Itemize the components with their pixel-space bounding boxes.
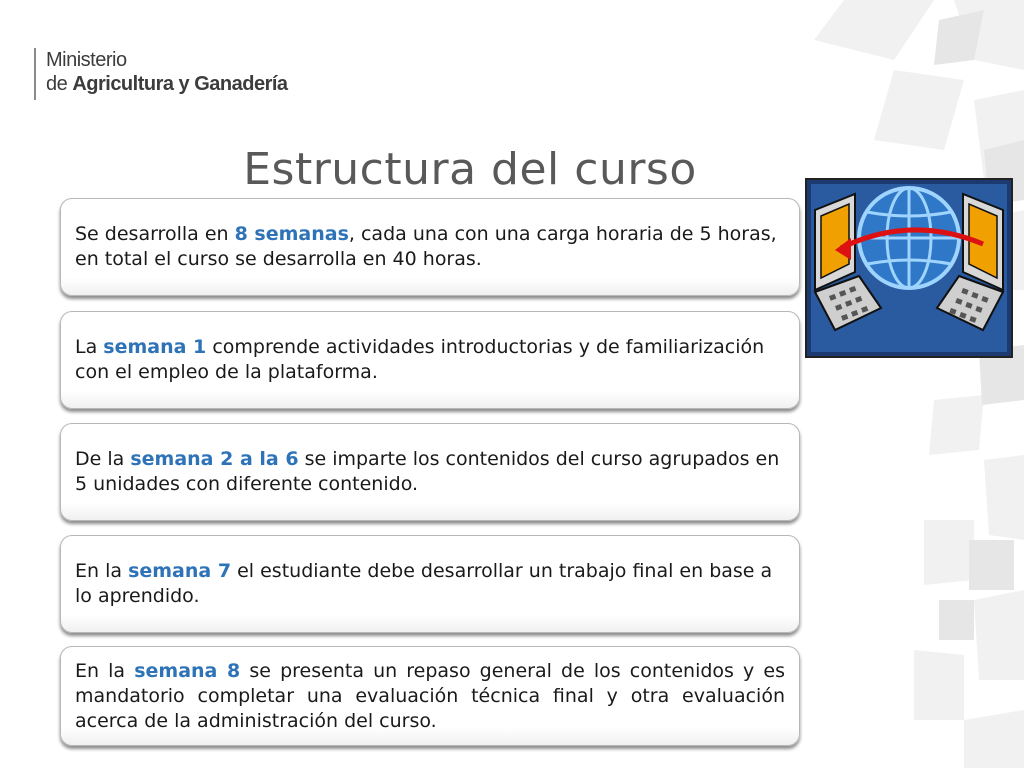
card-text: Se desarrolla en 8 semanas, cada una con una carga horaria de 5 horas, en total el curso se desarrolla en 40 horas. — [75, 223, 777, 270]
card-highlight: semana 8 — [134, 659, 241, 682]
card-text: En la semana 8 se presenta un repaso general de los contenidos y es mandatorio completar una evaluación técnica final y otra evaluación acerca de la administración del curso. — [75, 659, 785, 732]
card-highlight: semana 1 — [103, 336, 207, 358]
network-illustration-svg — [807, 180, 1011, 356]
card-text: La semana 1 comprende actividades introductorias y de familiarización con el empleo de la plataforma. — [75, 336, 765, 383]
network-computers-icon — [805, 178, 1013, 358]
info-card-2 — [60, 311, 800, 409]
logo-line-agricultura — [46, 72, 288, 96]
card-highlight: 8 semanas — [234, 223, 349, 245]
logo-text — [46, 48, 288, 100]
info-card-5 — [60, 646, 800, 746]
card-highlight: semana 7 — [128, 560, 232, 582]
info-card-3 — [60, 423, 800, 521]
card-text: De la semana 2 a la 6 se imparte los contenidos del curso agrupados en 5 unidades con diferente contenido. — [75, 448, 780, 495]
logo-divider — [34, 48, 36, 100]
logo-bold-name: Agricultura y Ganadería — [72, 73, 288, 95]
logo-prefix: de — [46, 73, 73, 95]
info-card-1 — [60, 198, 800, 296]
page-title: Estructura del curso — [243, 144, 697, 195]
card-highlight: semana 2 a la 6 — [130, 448, 299, 470]
logo-line-ministerio: Ministerio — [46, 49, 127, 71]
ministry-logo — [34, 48, 288, 100]
card-text: En la semana 7 el estudiante debe desarrollar un trabajo final en base a lo aprendido. — [75, 560, 773, 607]
info-card-4 — [60, 535, 800, 633]
